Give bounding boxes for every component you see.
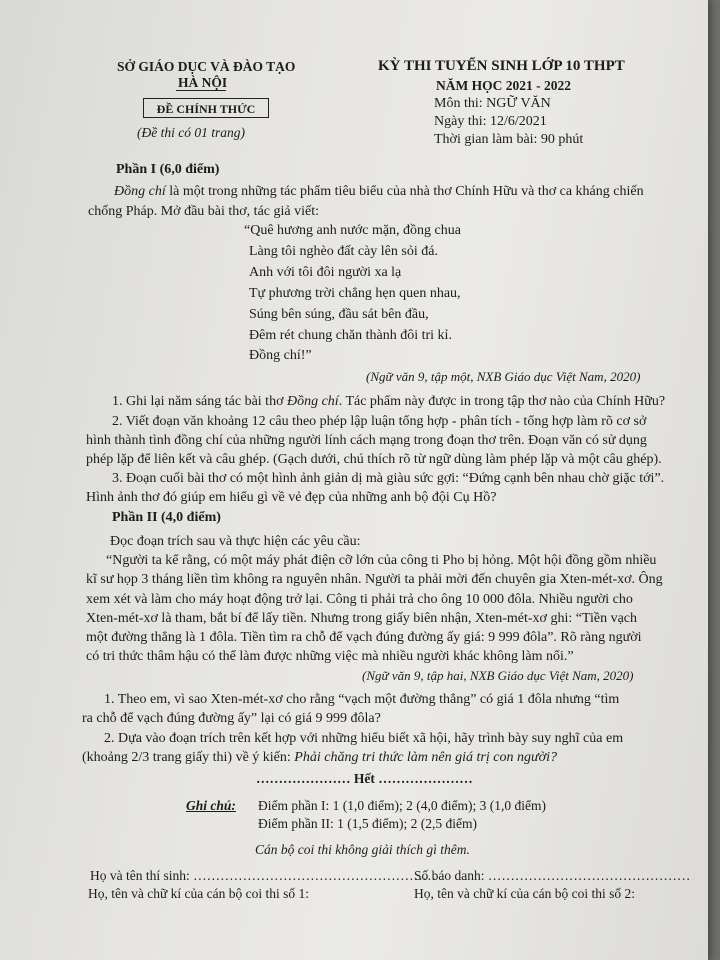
- poem-line: Làng tôi nghèo đất cày lên sỏi đá.: [249, 244, 438, 259]
- school-year: NĂM HỌC 2021 - 2022: [436, 78, 571, 93]
- pages-note: (Đề thi có 01 trang): [137, 125, 245, 140]
- part1-question-1: 1. Ghi lại năm sáng tác bài thơ Đồng chí. Tác phẩm này được in trong tập thơ nào của Chính Hữu?: [112, 394, 666, 409]
- part1-question-2-line1: 2. Viết đoạn văn khoảng 12 câu theo phép lập luận tổng hợp - phân tích - tổng hợp làm rõ cơ sở: [112, 414, 647, 429]
- passage-line: một đường thẳng là 1 đôla. Tiền tìm ra chỗ để vạch đúng đường ấy giá: 9 999 đôla”. Rõ ràng người: [86, 630, 642, 645]
- part2-question-2-line1: 2. Dựa vào đoạn trích trên kết hợp với những hiểu biết xã hội, hãy trình bày suy nghĩ của em: [104, 731, 624, 746]
- note-score-part1: Điểm phần I: 1 (1,0 điểm); 2 (4,0 điểm); 3 (1,0 điểm): [258, 798, 546, 813]
- proctor2-signature-field: Họ, tên và chữ kí của cán bộ coi thi số 2:: [414, 886, 636, 901]
- exam-duration: Thời gian làm bài: 90 phút: [434, 132, 584, 147]
- poem-title: Đồng chí: [114, 184, 166, 199]
- part2-heading: Phần II (4,0 điểm): [112, 510, 221, 525]
- poem-line: “Quê hương anh nước mặn, đồng chua: [244, 223, 461, 238]
- department-name: SỞ GIÁO DỤC VÀ ĐÀO TẠO: [117, 59, 296, 74]
- poem-line: Đồng chí!”: [249, 348, 312, 363]
- part1-question-2-line3: phép lặp để liên kết và câu ghép. (Gạch dưới, chú thích rõ từ ngữ dùng làm phép lặp và một câu ghép).: [86, 452, 662, 467]
- poem-line: Tự phương trời chẳng hẹn quen nhau,: [249, 286, 461, 301]
- passage-line: kĩ sư họp 3 tháng liền tìm không ra nguyên nhân. Người ta phải mời đến chuyên gia Xten-mét-xơ. Ông: [86, 572, 663, 587]
- part1-intro-line2: chống Pháp. Mở đầu bài thơ, tác giả viết:: [88, 204, 319, 219]
- poem-line: Súng bên súng, đầu sát bên đầu,: [249, 307, 429, 322]
- passage-line: Xten-mét-xơ là tham, bắt bí để lấy tiền. Nhưng trong giấy biên nhận, Xten-mét-xơ ghi: “Tiền vạch: [86, 611, 638, 626]
- subject: Môn thi: NGỮ VĂN: [434, 96, 551, 111]
- official-stamp: ĐỀ CHÍNH THỨC: [143, 98, 269, 118]
- proctor1-signature-field: Họ, tên và chữ kí của cán bộ coi thi số 1:: [88, 886, 310, 901]
- end-marker: ………………… Hết …………………: [256, 771, 473, 786]
- candidate-number-field: Số báo danh: ………………………………………: [414, 868, 691, 883]
- part2-question-2-line2: (khoảng 2/3 trang giấy thi) về ý kiến: Phải chăng tri thức làm nên giá trị con người?: [82, 750, 557, 765]
- poem-line: Đêm rét chung chăn thành đôi tri kỉ.: [249, 328, 452, 343]
- part2-question-1-line2: ra chỗ để vạch đúng đường ấy” lại có giá 9 999 đôla?: [82, 711, 381, 726]
- part1-intro-line1: Đồng chí là một trong những tác phẩm tiêu biểu của nhà thơ Chính Hữu và thơ ca kháng chiến: [114, 184, 644, 199]
- part1-question-3-line2: Hình ảnh thơ đó giúp em hiểu gì về vẻ đẹp của những anh bộ đội Cụ Hồ?: [86, 490, 497, 505]
- note-label: Ghi chú:: [186, 798, 236, 813]
- part1-question-2-line2: hình thành tình đồng chí của những người lính cách mạng trong đoạn thơ trên. Đoạn văn có sử dụng: [86, 433, 647, 448]
- part1-heading: Phần I (6,0 điểm): [116, 162, 220, 177]
- passage-line: “Người ta kể rằng, có một máy phát điện cỡ lớn của công ti Pho bị hỏng. Một hội đồng gồm nhiều: [106, 553, 657, 568]
- part2-question-1-line1: 1. Theo em, vì sao Xten-mét-xơ cho rằng “vạch một đường thẳng” có giá 1 đôla nhưng “tìm: [104, 692, 620, 707]
- passage-line: xem xét và làm cho máy hoạt động trở lại. Công ti phải trả cho ông 10 000 đôla. Nhiều người cho: [86, 592, 633, 607]
- header-underline: [176, 90, 226, 91]
- part2-instruction: Đọc đoạn trích sau và thực hiện các yêu cầu:: [110, 534, 361, 549]
- part2-source: (Ngữ văn 9, tập hai, NXB Giáo dục Việt Nam, 2020): [362, 668, 634, 683]
- part1-source: (Ngữ văn 9, tập một, NXB Giáo dục Việt Nam, 2020): [366, 369, 641, 384]
- note-score-part2: Điểm phần II: 1 (1,5 điểm); 2 (2,5 điểm): [258, 816, 477, 831]
- city-name: HÀ NỘI: [178, 75, 228, 90]
- exam-title: KỲ THI TUYỂN SINH LỚP 10 THPT: [378, 58, 625, 74]
- exam-date: Ngày thi: 12/6/2021: [434, 114, 547, 129]
- no-explanation-note: Cán bộ coi thi không giải thích gì thêm.: [255, 842, 470, 857]
- part1-question-3-line1: 3. Đoạn cuối bài thơ có một hình ảnh giản dị mà giàu sức gợi: “Đứng cạnh bên nhau chờ giặc tới”.: [112, 471, 665, 486]
- candidate-name-field: Họ và tên thí sinh: ………………………………………………: [90, 868, 437, 883]
- poem-line: Anh với tôi đôi người xa lạ: [249, 265, 402, 280]
- passage-line: có tri thức thâm hậu có thể làm được những việc mà nhiều người khác không làm nổi.”: [86, 649, 574, 664]
